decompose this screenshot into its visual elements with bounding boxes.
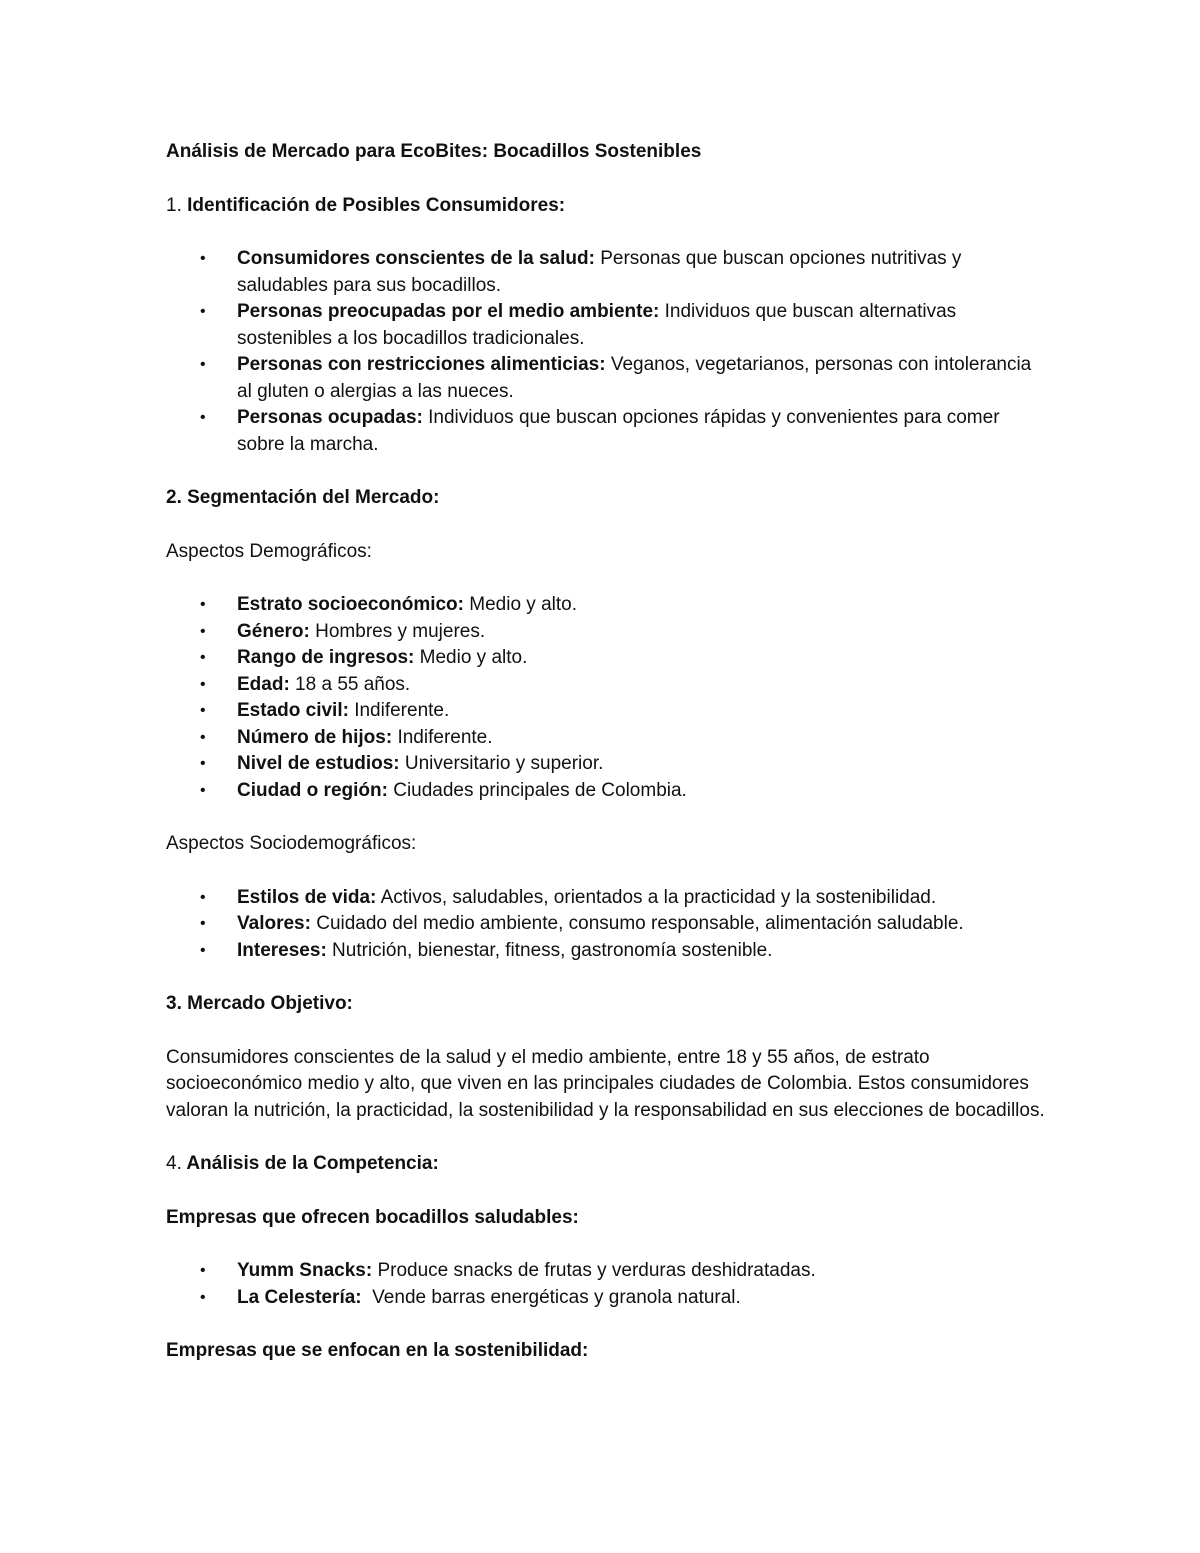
list-item — [166, 751, 1046, 778]
list-item — [166, 352, 1046, 405]
bullet-icon: • — [200, 409, 206, 426]
bullet-icon: • — [200, 888, 206, 906]
item-term: Número de hijos: — [237, 726, 393, 748]
sociodemographic-list — [166, 885, 1046, 965]
bullet-icon: • — [200, 250, 206, 267]
list-item — [166, 299, 1046, 352]
item-term: Género: — [237, 620, 310, 642]
item-text: Indiferente. — [392, 726, 493, 748]
bullet-icon: • — [200, 1262, 206, 1279]
section-2-heading: 2. Segmentación del Mercado: — [166, 487, 440, 508]
section-4-heading — [166, 1151, 1046, 1178]
target-market-paragraph: Consumidores conscientes de la salud y el medio ambiente, entre 18 y 55 años, de estrato socioeconómico medio y alto, que viven en las principales ciudades de Colombia. Estos consumidores valoran la nutrición, la practicidad, la sostenibilidad y la responsabilidad en sus elecciones de bocadillos. — [166, 1046, 1045, 1121]
item-text: Nutrición, bienestar, fitness, gastronomía sostenible. — [326, 939, 773, 961]
item-term: Ciudad o región: — [237, 779, 388, 801]
list-item — [166, 725, 1046, 752]
list-item — [166, 698, 1046, 725]
section-1-heading-text: Identificación de Posibles Consumidores: — [181, 194, 566, 216]
list-item — [166, 672, 1046, 699]
section-4-heading-text: Análisis de la Competencia: — [181, 1153, 439, 1174]
list-item — [166, 911, 1046, 938]
list-item — [166, 1285, 1046, 1312]
list-item — [166, 619, 1046, 646]
item-text: Cuidado del medio ambiente, consumo responsable, alimentación saludable. — [310, 913, 964, 934]
list-item — [166, 778, 1046, 805]
bullet-icon: • — [200, 702, 206, 719]
item-term: Personas ocupadas: — [237, 407, 423, 428]
item-term: Edad: — [237, 673, 290, 695]
item-term: Yumm Snacks: — [237, 1260, 373, 1281]
item-term: Rango de ingresos: — [237, 647, 415, 668]
item-text: Individuos que buscan opciones rápidas y convenientes para comer sobre la marcha. — [237, 407, 1000, 455]
bullet-icon: • — [200, 649, 206, 666]
bullet-icon: • — [200, 941, 206, 959]
item-text: Ciudades principales de Colombia. — [387, 779, 687, 801]
item-text: Universitario y superior. — [399, 753, 604, 774]
list-item — [166, 405, 1046, 458]
section-1-number: 1. — [166, 194, 182, 216]
item-text: Individuos que buscan alternativas sostenibles a los bocadillos tradicionales. — [237, 301, 957, 349]
item-term: Personas preocupadas por el medio ambiente: — [237, 301, 660, 322]
bullet-icon: • — [200, 303, 206, 320]
bullet-icon: • — [200, 781, 206, 799]
item-term: Personas con restricciones alimenticias: — [237, 354, 606, 375]
document-body — [166, 139, 1046, 1392]
bullet-icon: • — [200, 1288, 206, 1306]
item-text: Produce snacks de frutas y verduras deshidratadas. — [372, 1260, 816, 1281]
item-term: Intereses: — [237, 939, 327, 961]
item-text: Hombres y mujeres. — [309, 620, 486, 642]
item-text: Medio y alto. — [414, 647, 528, 668]
list-item — [166, 645, 1046, 672]
demographic-title: Aspectos Demográficos: — [166, 540, 372, 562]
bullet-icon: • — [200, 915, 206, 932]
item-text: Personas que buscan opciones nutritivas y saludables para sus bocadillos. — [237, 248, 962, 296]
item-text: 18 a 55 años. — [289, 673, 411, 695]
demographic-list — [166, 592, 1046, 804]
section-3-heading: 3. Mercado Objetivo: — [166, 993, 353, 1014]
document-title: Análisis de Mercado para EcoBites: Bocadillos Sostenibles — [166, 141, 702, 162]
item-term: Estrato socioeconómico: — [237, 594, 464, 615]
healthy-companies-title: Empresas que ofrecen bocadillos saludables: — [166, 1206, 579, 1228]
item-text: Activos, saludables, orientados a la practicidad y la sostenibilidad. — [376, 886, 937, 908]
item-text: Vende barras energéticas y granola natural. — [361, 1286, 741, 1308]
item-text: Indiferente. — [348, 700, 450, 721]
item-term: Consumidores conscientes de la salud: — [237, 248, 595, 269]
healthy-companies-list — [166, 1258, 1046, 1311]
bullet-icon: • — [200, 675, 206, 693]
bullet-icon: • — [200, 728, 206, 746]
item-text: Medio y alto. — [464, 594, 577, 615]
list-item — [166, 885, 1046, 912]
sustainable-companies-title: Empresas que se enfocan en la sostenibilidad: — [166, 1340, 589, 1361]
list-item — [166, 592, 1046, 619]
list-item — [166, 246, 1046, 299]
list-item — [166, 1258, 1046, 1285]
list-item — [166, 938, 1046, 965]
item-term: Estilos de vida: — [237, 886, 377, 908]
item-term: Nivel de estudios: — [237, 753, 400, 774]
section-1-heading — [166, 193, 1046, 220]
section-4-number: 4. — [166, 1153, 182, 1174]
item-text: Veganos, vegetarianos, personas con intolerancia al gluten o alergias a las nueces. — [237, 354, 1032, 402]
bullet-icon: • — [200, 356, 206, 373]
sociodemographic-title: Aspectos Sociodemográficos: — [166, 833, 417, 854]
bullet-icon: • — [200, 596, 206, 613]
item-term: La Celestería: — [237, 1286, 362, 1308]
bullet-icon: • — [200, 755, 206, 772]
consumer-list — [166, 246, 1046, 458]
item-term: Estado civil: — [237, 700, 349, 721]
item-term: Valores: — [237, 913, 311, 934]
bullet-icon: • — [200, 622, 206, 640]
